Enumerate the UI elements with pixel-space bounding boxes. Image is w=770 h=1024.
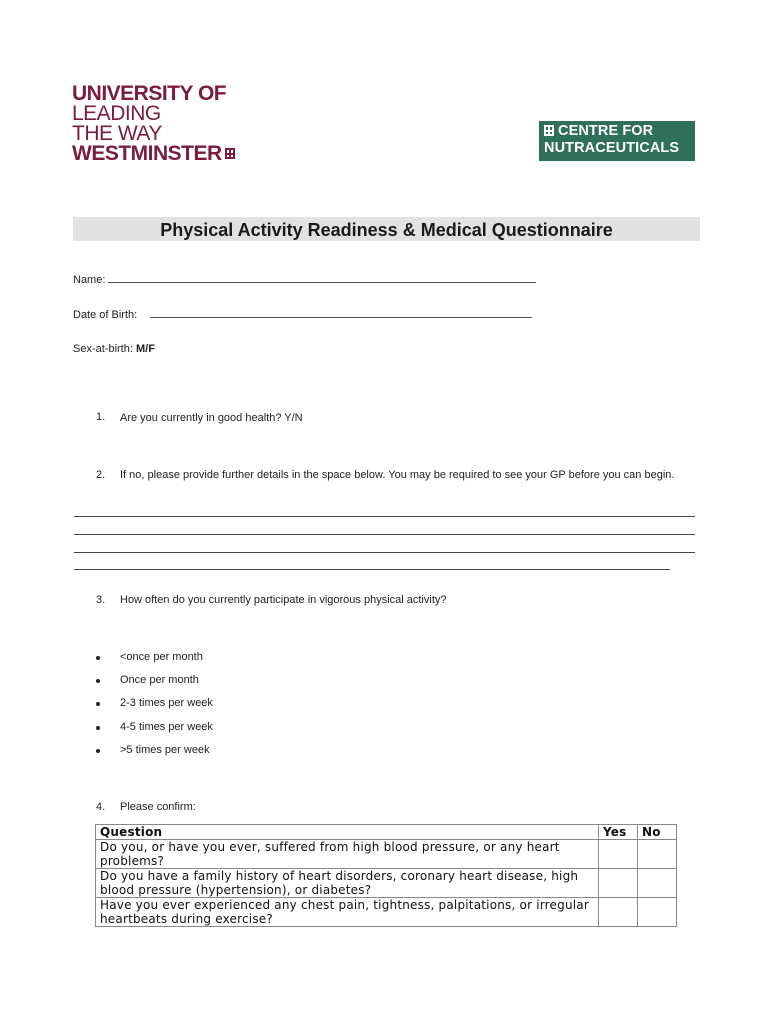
sex-label: Sex-at-birth:	[73, 343, 133, 355]
activity-option[interactable]: >5 times per week	[120, 744, 210, 756]
answer-line[interactable]	[74, 516, 695, 517]
title-bar	[73, 217, 700, 241]
question-number: 3.	[96, 594, 106, 606]
logo-line: THE WAY	[72, 122, 162, 145]
bullet-icon	[96, 702, 100, 706]
yes-cell[interactable]	[599, 840, 638, 869]
grid-logo-icon	[544, 125, 554, 136]
centre-logo-text: NUTRACEUTICALS	[544, 140, 680, 156]
dob-input-line[interactable]	[150, 317, 532, 318]
name-label: Name:	[73, 274, 106, 286]
activity-option[interactable]: Once per month	[120, 674, 199, 686]
logo-line-last	[72, 144, 235, 164]
yes-cell[interactable]	[599, 869, 638, 898]
sex-field	[73, 343, 155, 355]
question-number: 2.	[96, 469, 106, 481]
answer-line[interactable]	[74, 552, 695, 553]
no-cell[interactable]	[638, 869, 677, 898]
yes-cell[interactable]	[599, 898, 638, 927]
table-row	[96, 869, 677, 898]
centre-for-nutraceuticals-logo	[539, 121, 695, 161]
bullet-icon	[96, 749, 100, 753]
question-cell: Have you ever experienced any chest pain, tightness, palpitations, or irregular heartbeats during exercise?	[96, 898, 599, 927]
column-header: Question	[96, 825, 599, 840]
grid-logo-icon	[225, 148, 235, 159]
activity-option[interactable]: 2-3 times per week	[120, 697, 213, 709]
activity-option[interactable]: 4-5 times per week	[120, 721, 213, 733]
bullet-icon	[96, 726, 100, 730]
bullet-icon	[96, 656, 100, 660]
question-number: 4.	[96, 801, 106, 813]
question-text: Please confirm:	[120, 801, 196, 813]
question-cell: Do you have a family history of heart disorders, coronary heart disease, high blood pressure (hypertension), or diabetes?	[96, 869, 599, 898]
confirm-table	[95, 824, 677, 927]
table-header-row	[96, 825, 677, 840]
university-of-westminster-logo	[72, 84, 235, 164]
name-field[interactable]	[73, 274, 536, 286]
no-cell[interactable]	[638, 898, 677, 927]
column-header: Yes	[599, 825, 638, 840]
logo-line: LEADING	[72, 102, 161, 125]
table-row	[96, 840, 677, 869]
logo-line: WESTMINSTER	[72, 142, 222, 165]
question-cell: Do you, or have you ever, suffered from high blood pressure, or any heart problems?	[96, 840, 599, 869]
centre-logo-line	[544, 123, 690, 140]
dob-field[interactable]	[73, 309, 532, 321]
answer-line[interactable]	[74, 569, 670, 570]
logo-line: UNIVERSITY OF	[72, 82, 227, 105]
bullet-icon	[96, 679, 100, 683]
activity-option[interactable]: <once per month	[120, 651, 203, 663]
column-header: No	[638, 825, 677, 840]
question-number: 1.	[96, 411, 106, 423]
question-text: How often do you currently participate in vigorous physical activity?	[120, 594, 447, 606]
name-input-line[interactable]	[108, 282, 536, 283]
question-text: If no, please provide further details in the space below. You may be required to see your GP before you can begin.	[120, 469, 675, 481]
sex-value[interactable]: M/F	[135, 343, 155, 355]
question-text: Are you currently in good health? Y/N	[120, 412, 303, 424]
page-title: Physical Activity Readiness & Medical Questionnaire	[160, 220, 613, 240]
centre-logo-text: CENTRE FOR	[558, 123, 654, 139]
answer-line[interactable]	[74, 534, 695, 535]
table-row	[96, 898, 677, 927]
dob-label: Date of Birth:	[73, 309, 138, 321]
no-cell[interactable]	[638, 840, 677, 869]
